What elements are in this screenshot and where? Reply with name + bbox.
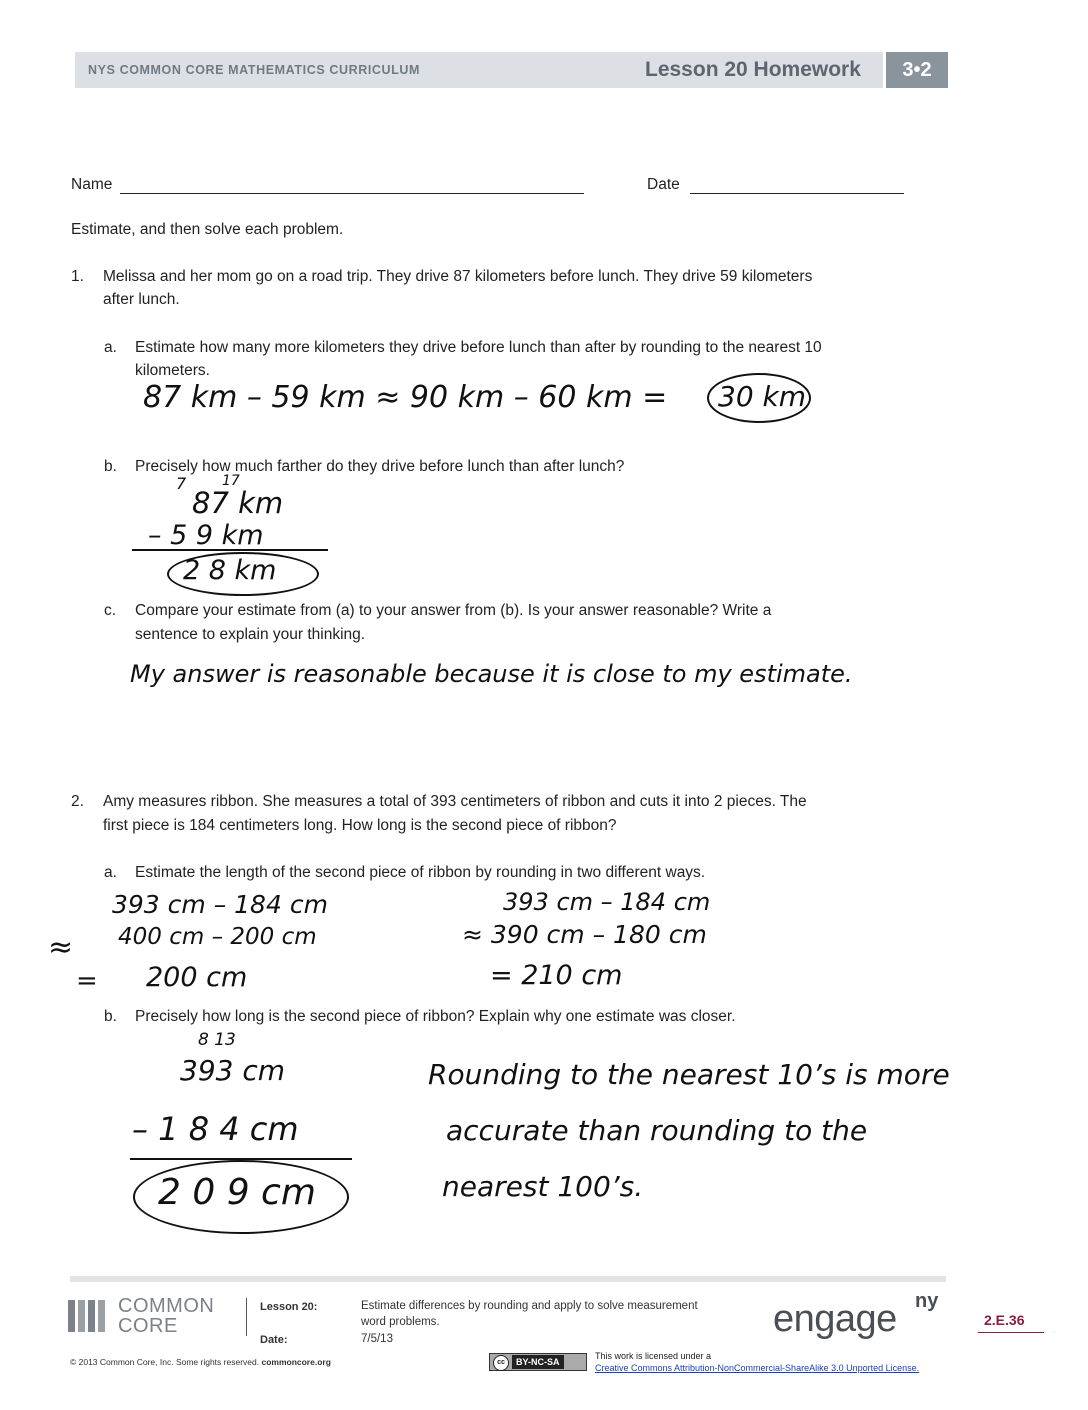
problem2a-left-2: 400 cm – 200 cm <box>118 924 317 950</box>
common-core-logo-icon <box>68 1298 114 1334</box>
problem1a-label: a. <box>104 339 117 356</box>
name-line <box>120 193 584 194</box>
problem1c-answer: My answer is reasonable because it is close to my estimate. <box>130 660 853 688</box>
footer-lesson-label: Lesson 20: <box>260 1301 318 1313</box>
problem1a-answer: 30 km <box>718 380 807 413</box>
problem1c-label: c. <box>104 602 117 619</box>
problem2b-explain-2: accurate than rounding to the <box>446 1114 868 1147</box>
problem2b-label: b. <box>104 1008 117 1025</box>
copyright-site: commoncore.org <box>261 1357 331 1367</box>
problem2b-subtrahend: – 1 8 4 cm <box>132 1110 299 1148</box>
problem1c-text-1: Compare your estimate from (a) to your answer from (b). Is your answer reasonable? Write a <box>135 602 772 619</box>
curriculum-title: NYS COMMON CORE MATHEMATICS CURRICULUM <box>88 63 421 77</box>
copyright-text: © 2013 Common Core, Inc. Some rights reserved. <box>70 1357 260 1367</box>
problem1b-text: Precisely how much farther do they drive before lunch than after lunch? <box>135 458 625 475</box>
problem1b-regroup-ones: 17 <box>222 473 240 489</box>
problem1-text-1: Melissa and her mom go on a road trip. They drive 87 kilometers before lunch. They drive 59 kilometers <box>103 268 813 285</box>
problem1a-text-1: Estimate how many more kilometers they drive before lunch than after by rounding to the nearest 10 <box>135 339 822 356</box>
problem1b-regroup-tens: 7 <box>176 474 187 493</box>
footer-lesson-desc-1: Estimate differences by rounding and apply to solve measurement <box>361 1300 698 1312</box>
problem1a-work: 87 km – 59 km ≈ 90 km – 60 km = <box>143 380 668 415</box>
cc-badge-text: BY-NC-SA <box>512 1355 564 1369</box>
instructions: Estimate, and then solve each problem. <box>71 221 344 238</box>
copyright <box>70 1357 331 1367</box>
logo-line-1: COMMON <box>118 1295 215 1317</box>
problem2b-answer: 2 0 9 cm <box>158 1172 316 1213</box>
problem1a-text-2: kilometers. <box>135 362 210 379</box>
problem2-number: 2. <box>71 793 84 810</box>
footer-rule <box>70 1276 946 1282</box>
problem1c-text-2: sentence to explain your thinking. <box>135 626 366 643</box>
problem2b-explain-3: nearest 100’s. <box>442 1170 644 1203</box>
license-text-1: This work is licensed under a <box>595 1351 712 1361</box>
problem2a-label: a. <box>104 864 117 881</box>
problem1-text-2: after lunch. <box>103 291 180 308</box>
grade-module-badge: 3•2 <box>886 52 948 88</box>
logo-line-2: CORE <box>118 1315 178 1337</box>
problem2a-right-3: = 210 cm <box>490 960 623 991</box>
problem2a-text: Estimate the length of the second piece of ribbon by rounding in two different ways. <box>135 864 706 881</box>
footer-date-label: Date: <box>260 1334 288 1346</box>
problem1b-answer: 2 8 km <box>183 555 277 586</box>
problem1b-rule <box>132 549 328 551</box>
cc-icon: cc <box>493 1355 509 1371</box>
license-notice <box>595 1350 919 1374</box>
problem2b-regroup: 8 13 <box>198 1030 236 1050</box>
page-number: 2.E.36 <box>984 1312 1025 1328</box>
footer-lesson-desc-2: word problems. <box>361 1316 440 1328</box>
problem1b-subtrahend: – 5 9 km <box>148 520 264 551</box>
problem2a-left-3: 200 cm <box>146 962 248 993</box>
lesson-title: Lesson 20 Homework <box>645 58 861 81</box>
date-line <box>690 193 904 194</box>
problem2a-right-1: 393 cm – 184 cm <box>503 888 711 916</box>
problem2-text-1: Amy measures ribbon. She measures a total of 393 centimeters of ribbon and cuts it into 2 pieces. The <box>103 793 807 810</box>
date-label: Date <box>647 176 680 193</box>
problem2a-left-1: 393 cm – 184 cm <box>112 890 328 919</box>
problem2b-explain-1: Rounding to the nearest 10’s is more <box>428 1058 950 1091</box>
problem1b-label: b. <box>104 458 117 475</box>
engageny-logo-ny: ny <box>915 1290 939 1312</box>
page-number-underline <box>978 1332 1044 1333</box>
problem2a-right-2: ≈ 390 cm – 180 cm <box>462 920 707 949</box>
problem2b-top: 393 cm <box>180 1054 286 1087</box>
common-core-wordmark <box>118 1296 214 1336</box>
footer-date-value: 7/5/13 <box>361 1333 393 1345</box>
problem2a-left-approx: ≈ <box>48 930 74 965</box>
problem2-text-2: first piece is 184 centimeters long. How long is the second piece of ribbon? <box>103 817 617 834</box>
name-label: Name <box>71 176 113 193</box>
problem1b-top: 87 km <box>192 486 284 520</box>
problem2a-left-equals: = <box>76 966 98 996</box>
problem2b-text: Precisely how long is the second piece of ribbon? Explain why one estimate was closer. <box>135 1008 736 1025</box>
problem1-number: 1. <box>71 268 84 285</box>
cc-license-badge <box>489 1353 587 1371</box>
license-link[interactable]: Creative Commons Attribution-NonCommercial-ShareAlike 3.0 Unported License. <box>595 1363 920 1373</box>
footer-separator <box>246 1298 247 1336</box>
engageny-logo: engage <box>773 1298 897 1340</box>
